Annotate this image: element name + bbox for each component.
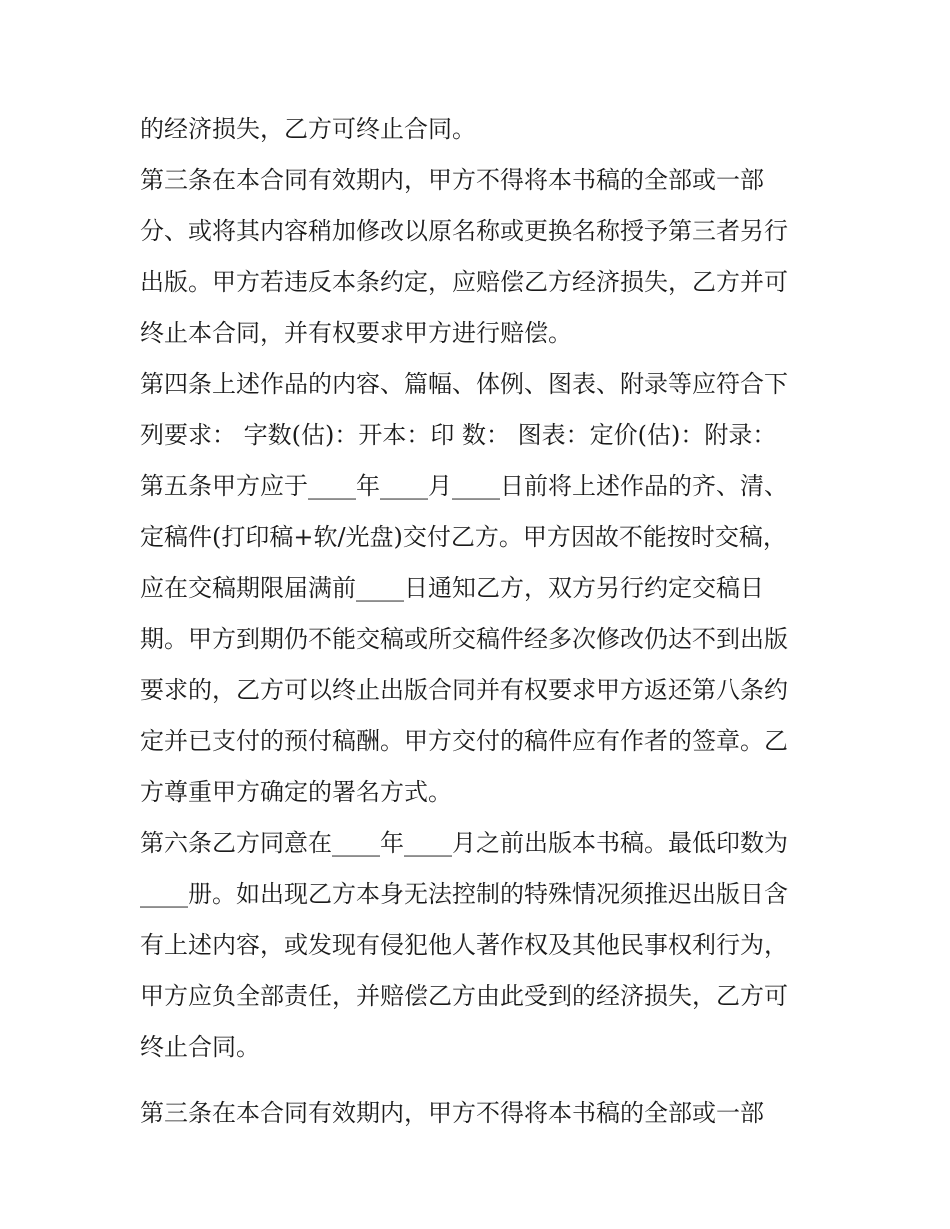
text-line: 终止本合同，并有权要求甲方进行赔偿。 [140,319,572,347]
paragraph-gap [140,1073,820,1088]
text-line: 应在交稿期限届满前____日通知乙方，双方另行约定交稿日 [140,574,764,602]
text-line: 第三条在本合同有效期内，甲方不得将本书稿的全部或一部 [140,1099,764,1127]
text-line: 列要求： 字数(估)：开本：印 数： 图表：定价(估)：附录： [140,421,777,449]
text-line: 甲方应负全部责任，并赔偿乙方由此受到的经济损失，乙方可 [140,982,788,1010]
text-line: 第六条乙方同意在____年____月之前出版本书稿。最低印数为 [140,829,788,857]
text-line: ____册。如出现乙方本身无法控制的特殊情况须推迟出版日含 [140,880,788,908]
text-line: 第三条在本合同有效期内，甲方不得将本书稿的全部或一部 [140,166,764,194]
text-line: 第四条上述作品的内容、篇幅、体例、图表、附录等应符合下 [140,370,788,398]
text-line: 期。甲方到期仍不能交稿或所交稿件经多次修改仍达不到出版 [140,625,788,653]
text-line: 方尊重甲方确定的署名方式。 [140,778,452,806]
text-line: 第五条甲方应于____年____月____日前将上述作品的齐、清、 [140,472,788,500]
text-line: 定稿件(打印稿+软/光盘)交付乙方。甲方因故不能按时交稿， [140,523,787,551]
text-line: 出版。甲方若违反本条约定，应赔偿乙方经济损失，乙方并可 [140,268,788,296]
text-line: 要求的，乙方可以终止出版合同并有权要求甲方返还第八条约 [140,676,788,704]
text-line: 有上述内容，或发现有侵犯他人著作权及其他民事权利行为， [140,931,788,959]
text-line: 终止合同。 [140,1033,260,1061]
text-line: 定并已支付的预付稿酬。甲方交付的稿件应有作者的签章。乙 [140,727,788,755]
text-line: 分、或将其内容稍加修改以原名称或更换名称授予第三者另行 [140,217,788,245]
document-body [140,104,820,1139]
text-line: 的经济损失，乙方可终止合同。 [140,115,476,143]
